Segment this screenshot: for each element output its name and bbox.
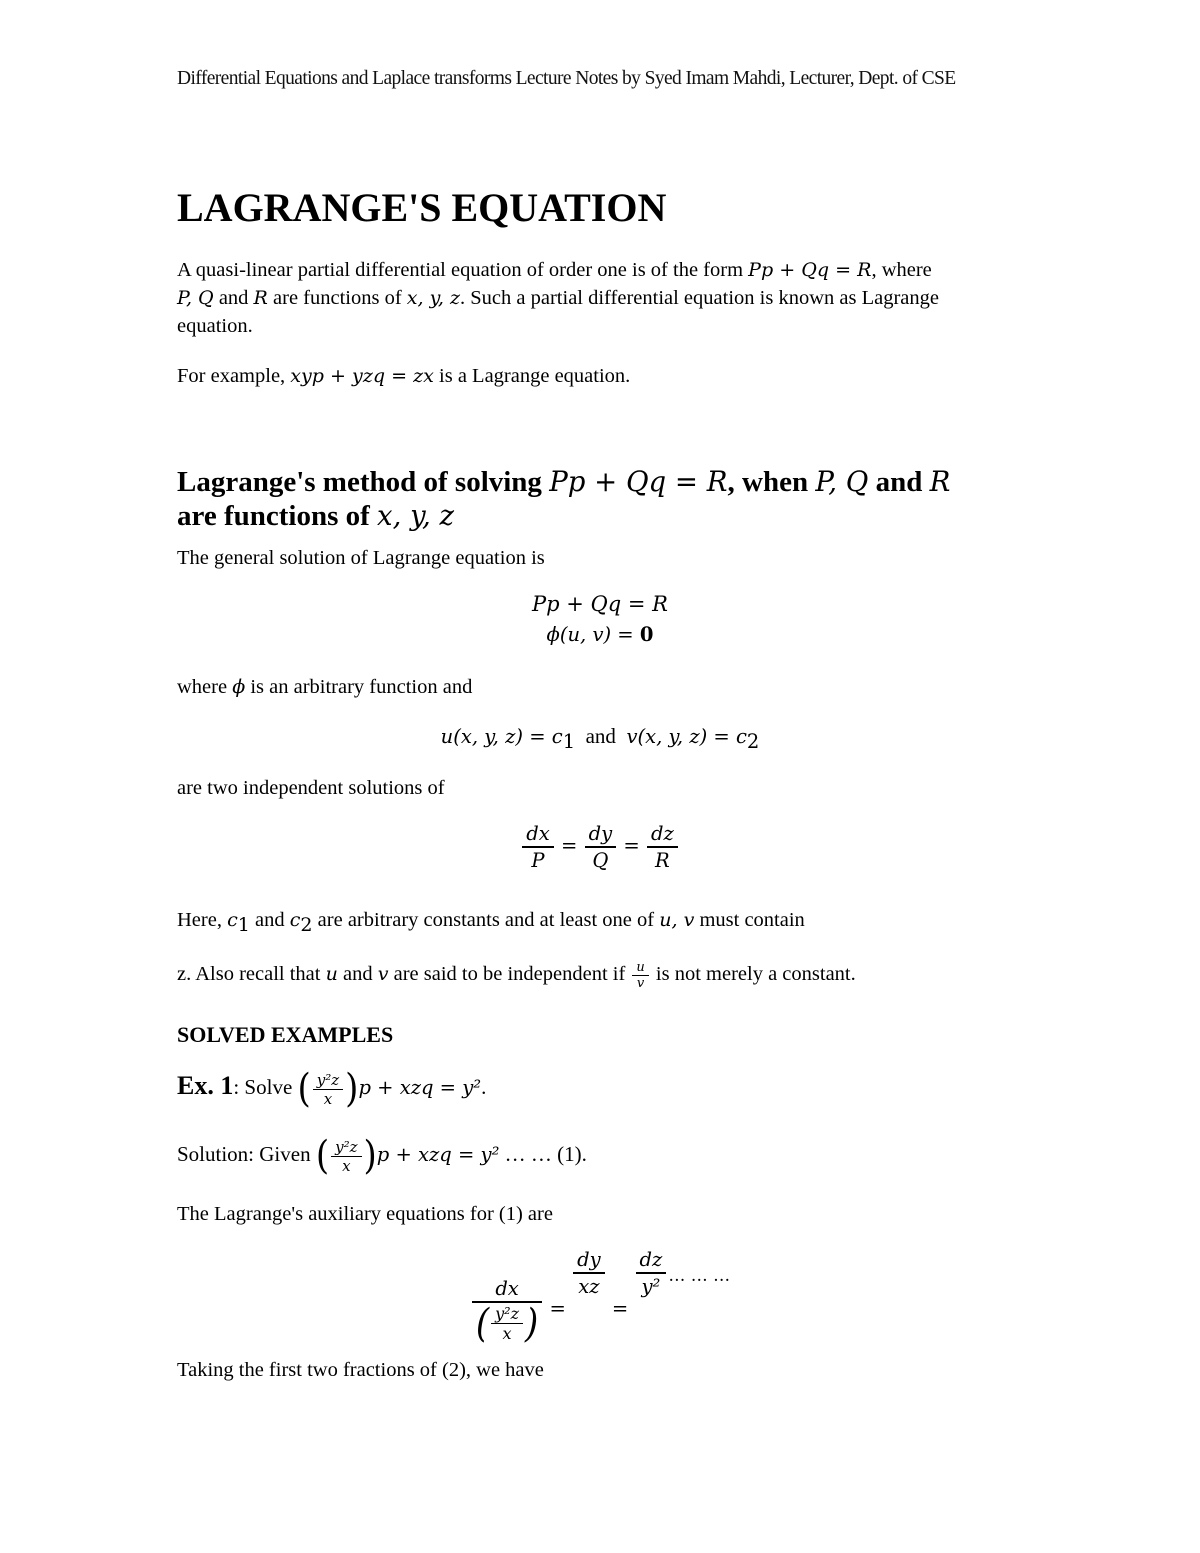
here-text: and xyxy=(249,909,290,931)
example-line xyxy=(177,362,630,390)
math-sub: 2 xyxy=(746,730,760,754)
math-inline: x, y, z xyxy=(377,500,455,532)
fraction xyxy=(313,1072,343,1107)
equals-sign: = xyxy=(560,833,578,857)
recall-text: are said to be independent if xyxy=(388,963,631,985)
fraction-denominator: Q xyxy=(592,849,609,872)
math-inline: c xyxy=(227,909,238,931)
solution-text: Solution: Given xyxy=(177,1142,316,1166)
math-inline: u, v xyxy=(659,909,695,931)
fraction xyxy=(585,822,617,872)
fraction xyxy=(522,822,554,872)
fraction-denominator: R xyxy=(655,849,670,872)
intro-line-3: equation. xyxy=(177,315,253,337)
fraction-denominator xyxy=(472,1300,542,1347)
math-inline: R xyxy=(253,287,268,309)
fraction-numerator: dy xyxy=(573,1248,605,1274)
intro-line-1 xyxy=(177,256,932,284)
fraction-numerator: dy xyxy=(585,822,617,848)
equation-pde: Pp + Qq = R xyxy=(532,592,668,616)
right-paren: ) xyxy=(525,1300,539,1347)
math-inline: v(x, y, z) = c xyxy=(626,725,747,748)
fraction xyxy=(573,1248,605,1298)
math-inline: xyp + yzq = zx xyxy=(290,365,434,387)
recall-line xyxy=(177,960,856,990)
fraction-numerator: dx xyxy=(472,1277,542,1303)
math-inline: P, Q xyxy=(815,466,869,498)
math-sub: 2 xyxy=(300,914,313,937)
example-1-line xyxy=(177,1062,486,1113)
running-header: Differential Equations and Laplace transforms Lecture Notes by Syed Imam Mahdi, Lecturer, Dept. of CSE xyxy=(177,68,956,89)
here-text: are arbitrary constants and at least one of xyxy=(312,909,660,931)
example-text: . xyxy=(481,1075,487,1099)
fraction-numerator: y²z xyxy=(491,1305,523,1324)
right-paren: ) xyxy=(363,1133,377,1180)
equation-u-v xyxy=(0,724,1200,753)
left-paren: ( xyxy=(315,1133,330,1180)
solution-line xyxy=(177,1130,587,1180)
fraction xyxy=(632,961,648,990)
math-inline: P, Q xyxy=(177,287,214,309)
left-paren: ( xyxy=(475,1300,490,1347)
where-text: where xyxy=(177,676,233,698)
fraction-denominator: x xyxy=(323,1089,333,1108)
ellipsis: … … … xyxy=(668,1266,731,1286)
equation-auxiliary-example xyxy=(0,1248,1200,1347)
recall-text: is not merely a constant. xyxy=(650,963,856,985)
math-inline: u(x, y, z) = c xyxy=(440,725,563,748)
fraction-denominator: P xyxy=(531,849,545,872)
method-heading-line-1 xyxy=(177,466,950,499)
fraction-numerator: u xyxy=(632,961,648,976)
intro-text: are functions of xyxy=(267,287,407,309)
method-heading-line-2 xyxy=(177,500,454,533)
example-text: : Solve xyxy=(233,1075,298,1099)
example-text: For example, xyxy=(177,365,291,387)
general-solution-text: The general solution of Lagrange equation is xyxy=(177,547,545,569)
fraction-numerator: y²z xyxy=(331,1139,361,1157)
equation-phi xyxy=(0,622,1200,647)
math-inline: ϕ xyxy=(232,676,246,698)
math-inline: R xyxy=(929,466,951,498)
fraction xyxy=(331,1139,361,1174)
heading-text: and xyxy=(868,466,930,498)
where-text: is an arbitrary function and xyxy=(245,676,473,698)
example-label: Ex. 1 xyxy=(177,1071,234,1100)
fraction xyxy=(472,1276,542,1347)
fraction-numerator: dz xyxy=(647,822,678,848)
intro-line-2 xyxy=(177,284,939,312)
heading-text: are functions of xyxy=(177,500,378,532)
math-inline: u xyxy=(325,963,338,985)
solution-text: … … (1). xyxy=(499,1142,587,1166)
right-paren: ) xyxy=(345,1066,359,1113)
here-line xyxy=(177,906,805,939)
math-inline: Pp + Qq = R xyxy=(748,259,872,281)
math-inline: c xyxy=(289,909,301,931)
recall-text: and xyxy=(337,963,378,985)
fraction xyxy=(636,1248,667,1298)
fraction-denominator: xz xyxy=(578,1275,600,1298)
intro-text: . Such a partial differential equation is known as Lagrange xyxy=(460,287,939,309)
fraction xyxy=(491,1305,523,1342)
math-inline: ϕ(u, v) = xyxy=(546,623,640,646)
here-text: Here, xyxy=(177,909,228,931)
solved-examples-heading: SOLVED EXAMPLES xyxy=(177,1022,394,1047)
here-text: must contain xyxy=(694,909,805,931)
intro-text: A quasi-linear partial differential equation of order one is of the form xyxy=(177,259,749,281)
recall-text: z. Also recall that xyxy=(177,963,326,985)
fraction-denominator: x xyxy=(502,1324,512,1344)
fraction-denominator: y² xyxy=(641,1275,661,1298)
fraction-denominator: v xyxy=(636,975,645,991)
math-inline: v xyxy=(377,963,389,985)
fraction-numerator: y²z xyxy=(313,1072,343,1090)
left-paren: ( xyxy=(297,1066,311,1113)
aux-text: The Lagrange's auxiliary equations for (1) are xyxy=(177,1203,553,1225)
equals-sign: = xyxy=(549,1297,566,1320)
example-text: is a Lagrange equation. xyxy=(433,365,631,387)
and-text: and xyxy=(585,724,616,748)
equals-sign: = xyxy=(623,833,640,857)
intro-text: , where xyxy=(871,259,932,281)
where-line xyxy=(177,673,472,701)
math-inline: p + xzq = y² xyxy=(358,1076,482,1099)
math-inline: 0 xyxy=(639,623,654,646)
fraction-denominator: x xyxy=(342,1156,351,1175)
heading-text: , when xyxy=(727,466,816,498)
fraction xyxy=(647,822,678,872)
math-sub: 1 xyxy=(237,914,250,937)
equation-auxiliary xyxy=(0,822,1200,872)
heading-text: Lagrange's method of solving xyxy=(177,466,550,498)
math-inline: x, y, z xyxy=(406,287,461,309)
taking-text: Taking the first two fractions of (2), we have xyxy=(177,1359,544,1381)
math-sub: 1 xyxy=(562,730,576,754)
intro-text: and xyxy=(213,287,254,309)
math-inline: Pp + Qq = R xyxy=(549,466,728,498)
page-title: LAGRANGE'S EQUATION xyxy=(177,185,667,230)
equals-sign: = xyxy=(611,1297,629,1320)
independent-text: are two independent solutions of xyxy=(177,777,445,799)
fraction-numerator: dx xyxy=(522,822,554,848)
fraction-numerator: dz xyxy=(636,1248,667,1274)
math-inline: p + xzq = y² xyxy=(376,1143,500,1166)
